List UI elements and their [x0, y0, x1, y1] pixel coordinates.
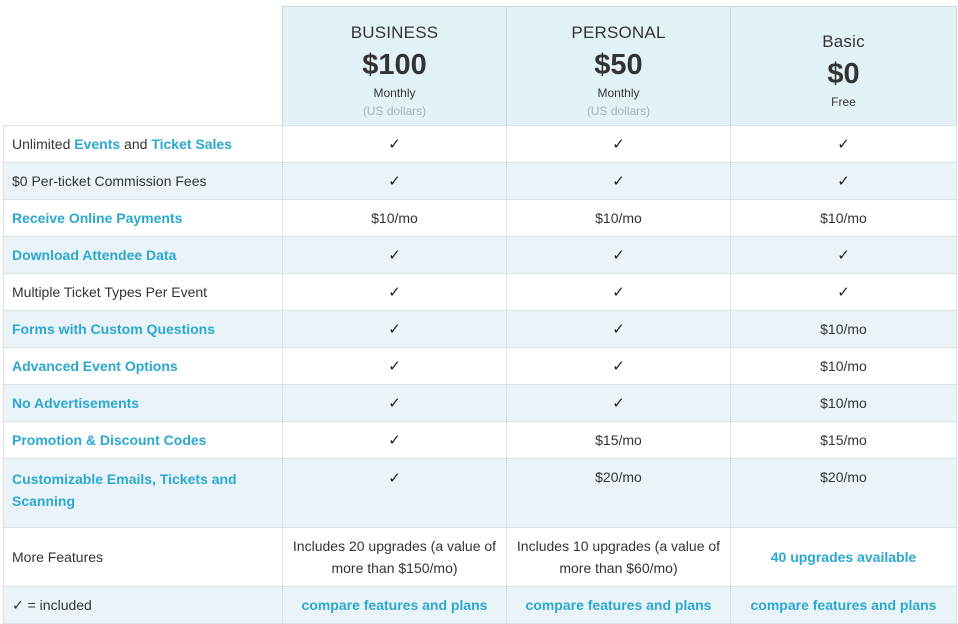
more-features-label: More Features [4, 528, 283, 587]
plan-header-personal [507, 7, 731, 126]
feature-value-business: $10/mo [283, 200, 507, 237]
feature-link-custom-emails[interactable] [4, 459, 283, 528]
feature-row-no-ads [4, 385, 957, 422]
feature-value-personal [507, 385, 731, 422]
feature-value-personal [507, 126, 731, 163]
more-features-row [4, 528, 957, 587]
plan-price: $0 [827, 57, 860, 90]
feature-label[interactable]: Advanced Event Options [12, 358, 178, 374]
check-icon: ✓ [388, 136, 401, 153]
feature-value-basic: $15/mo [731, 422, 957, 459]
feature-value-personal [507, 237, 731, 274]
check-icon: ✓ [388, 395, 401, 412]
check-icon: ✓ [612, 395, 625, 412]
feature-label[interactable]: Customizable Emails, Tickets and Scanning [12, 471, 237, 509]
feature-value-basic: $10/mo [731, 348, 957, 385]
feature-value-personal: $10/mo [507, 200, 731, 237]
check-icon: ✓ [388, 321, 401, 338]
feature-row-commission-fees [4, 163, 957, 200]
feature-value-basic: $10/mo [731, 385, 957, 422]
feature-value-business [283, 459, 507, 528]
feature-value-basic: $10/mo [731, 311, 957, 348]
check-icon: ✓ [612, 247, 625, 264]
feature-row-custom-emails [4, 459, 957, 528]
footer-row [4, 587, 957, 624]
feature-link-custom-questions[interactable] [4, 311, 283, 348]
check-icon: ✓ [388, 470, 401, 487]
feature-link-no-ads[interactable] [4, 385, 283, 422]
feature-value-business [283, 274, 507, 311]
plan-header-business [283, 7, 507, 126]
plan-period: Free [831, 94, 856, 109]
feature-label-text: Unlimited [12, 136, 75, 152]
feature-link-online-payments[interactable] [4, 200, 283, 237]
plan-price: $50 [594, 48, 643, 81]
feature-value-personal [507, 274, 731, 311]
header-spacer [4, 7, 283, 126]
feature-value-business [283, 385, 507, 422]
feature-value-business [283, 311, 507, 348]
feature-value-personal: $15/mo [507, 422, 731, 459]
compare-plans-link[interactable]: compare features and plans [750, 597, 937, 613]
feature-value-business [283, 348, 507, 385]
feature-label[interactable]: Receive Online Payments [12, 210, 183, 226]
feature-value-basic [731, 163, 957, 200]
check-icon: ✓ [612, 358, 625, 375]
check-icon: ✓ [612, 321, 625, 338]
legend-included: ✓ = included [4, 587, 283, 624]
feature-row-advanced-options [4, 348, 957, 385]
more-features-business: Includes 20 upgrades (a value of more than $150/mo) [283, 528, 507, 587]
feature-label: Multiple Ticket Types Per Event [4, 274, 283, 311]
feature-label[interactable]: Promotion & Discount Codes [12, 432, 207, 448]
check-icon: ✓ [837, 284, 850, 301]
upgrades-available-link[interactable]: 40 upgrades available [770, 549, 917, 565]
feature-value-basic [731, 237, 957, 274]
plan-name: Basic [822, 31, 865, 51]
feature-label: $0 Per-ticket Commission Fees [4, 163, 283, 200]
compare-cell-personal[interactable] [507, 587, 731, 624]
ticket-sales-link[interactable]: Ticket Sales [151, 136, 232, 152]
events-link[interactable]: Events [74, 136, 121, 152]
check-icon: ✓ [388, 247, 401, 264]
feature-label [4, 126, 283, 163]
compare-cell-basic[interactable] [731, 587, 957, 624]
plan-name: PERSONAL [571, 22, 666, 42]
feature-value-basic: $20/mo [731, 459, 957, 528]
plan-period: Monthly [373, 85, 416, 100]
compare-cell-business[interactable] [283, 587, 507, 624]
feature-value-personal: $20/mo [507, 459, 731, 528]
feature-label-text: and [120, 136, 152, 152]
feature-value-basic: $10/mo [731, 200, 957, 237]
feature-value-business [283, 237, 507, 274]
feature-value-basic [731, 274, 957, 311]
feature-label[interactable]: Forms with Custom Questions [12, 321, 216, 337]
feature-value-business [283, 126, 507, 163]
feature-row-attendee-data [4, 237, 957, 274]
more-features-basic[interactable] [731, 528, 957, 587]
check-icon: ✓ [612, 136, 625, 153]
check-icon: ✓ [388, 432, 401, 449]
check-icon: ✓ [612, 173, 625, 190]
plan-price: $100 [362, 48, 427, 81]
check-icon: ✓ [837, 136, 850, 153]
pricing-table [3, 6, 957, 624]
check-icon: ✓ [837, 173, 850, 190]
feature-row-unlimited-events [4, 126, 957, 163]
check-icon: ✓ [388, 358, 401, 375]
compare-plans-link[interactable]: compare features and plans [301, 597, 488, 613]
check-icon: ✓ [612, 284, 625, 301]
more-features-personal: Includes 10 upgrades (a value of more than $60/mo) [507, 528, 731, 587]
feature-row-promo-codes [4, 422, 957, 459]
feature-label[interactable]: Download Attendee Data [12, 247, 177, 263]
plan-period: Monthly [597, 85, 640, 100]
compare-plans-link[interactable]: compare features and plans [525, 597, 712, 613]
feature-value-personal [507, 348, 731, 385]
feature-row-online-payments [4, 200, 957, 237]
plan-currency-note: (US dollars) [362, 103, 427, 118]
feature-value-business [283, 422, 507, 459]
check-icon: ✓ [388, 173, 401, 190]
plan-header-row [4, 7, 957, 126]
feature-value-personal [507, 311, 731, 348]
feature-label[interactable]: No Advertisements [12, 395, 140, 411]
feature-value-business [283, 163, 507, 200]
feature-link-attendee-data[interactable] [4, 237, 283, 274]
feature-row-custom-questions [4, 311, 957, 348]
check-icon: ✓ [837, 247, 850, 264]
feature-row-ticket-types [4, 274, 957, 311]
feature-value-personal [507, 163, 731, 200]
check-icon: ✓ [388, 284, 401, 301]
feature-link-promo-codes[interactable] [4, 422, 283, 459]
plan-currency-note: (US dollars) [586, 103, 651, 118]
feature-value-basic [731, 126, 957, 163]
plan-name: BUSINESS [350, 22, 439, 42]
plan-header-basic [731, 7, 957, 126]
feature-link-advanced-options[interactable] [4, 348, 283, 385]
pricing-table-container [3, 6, 956, 624]
